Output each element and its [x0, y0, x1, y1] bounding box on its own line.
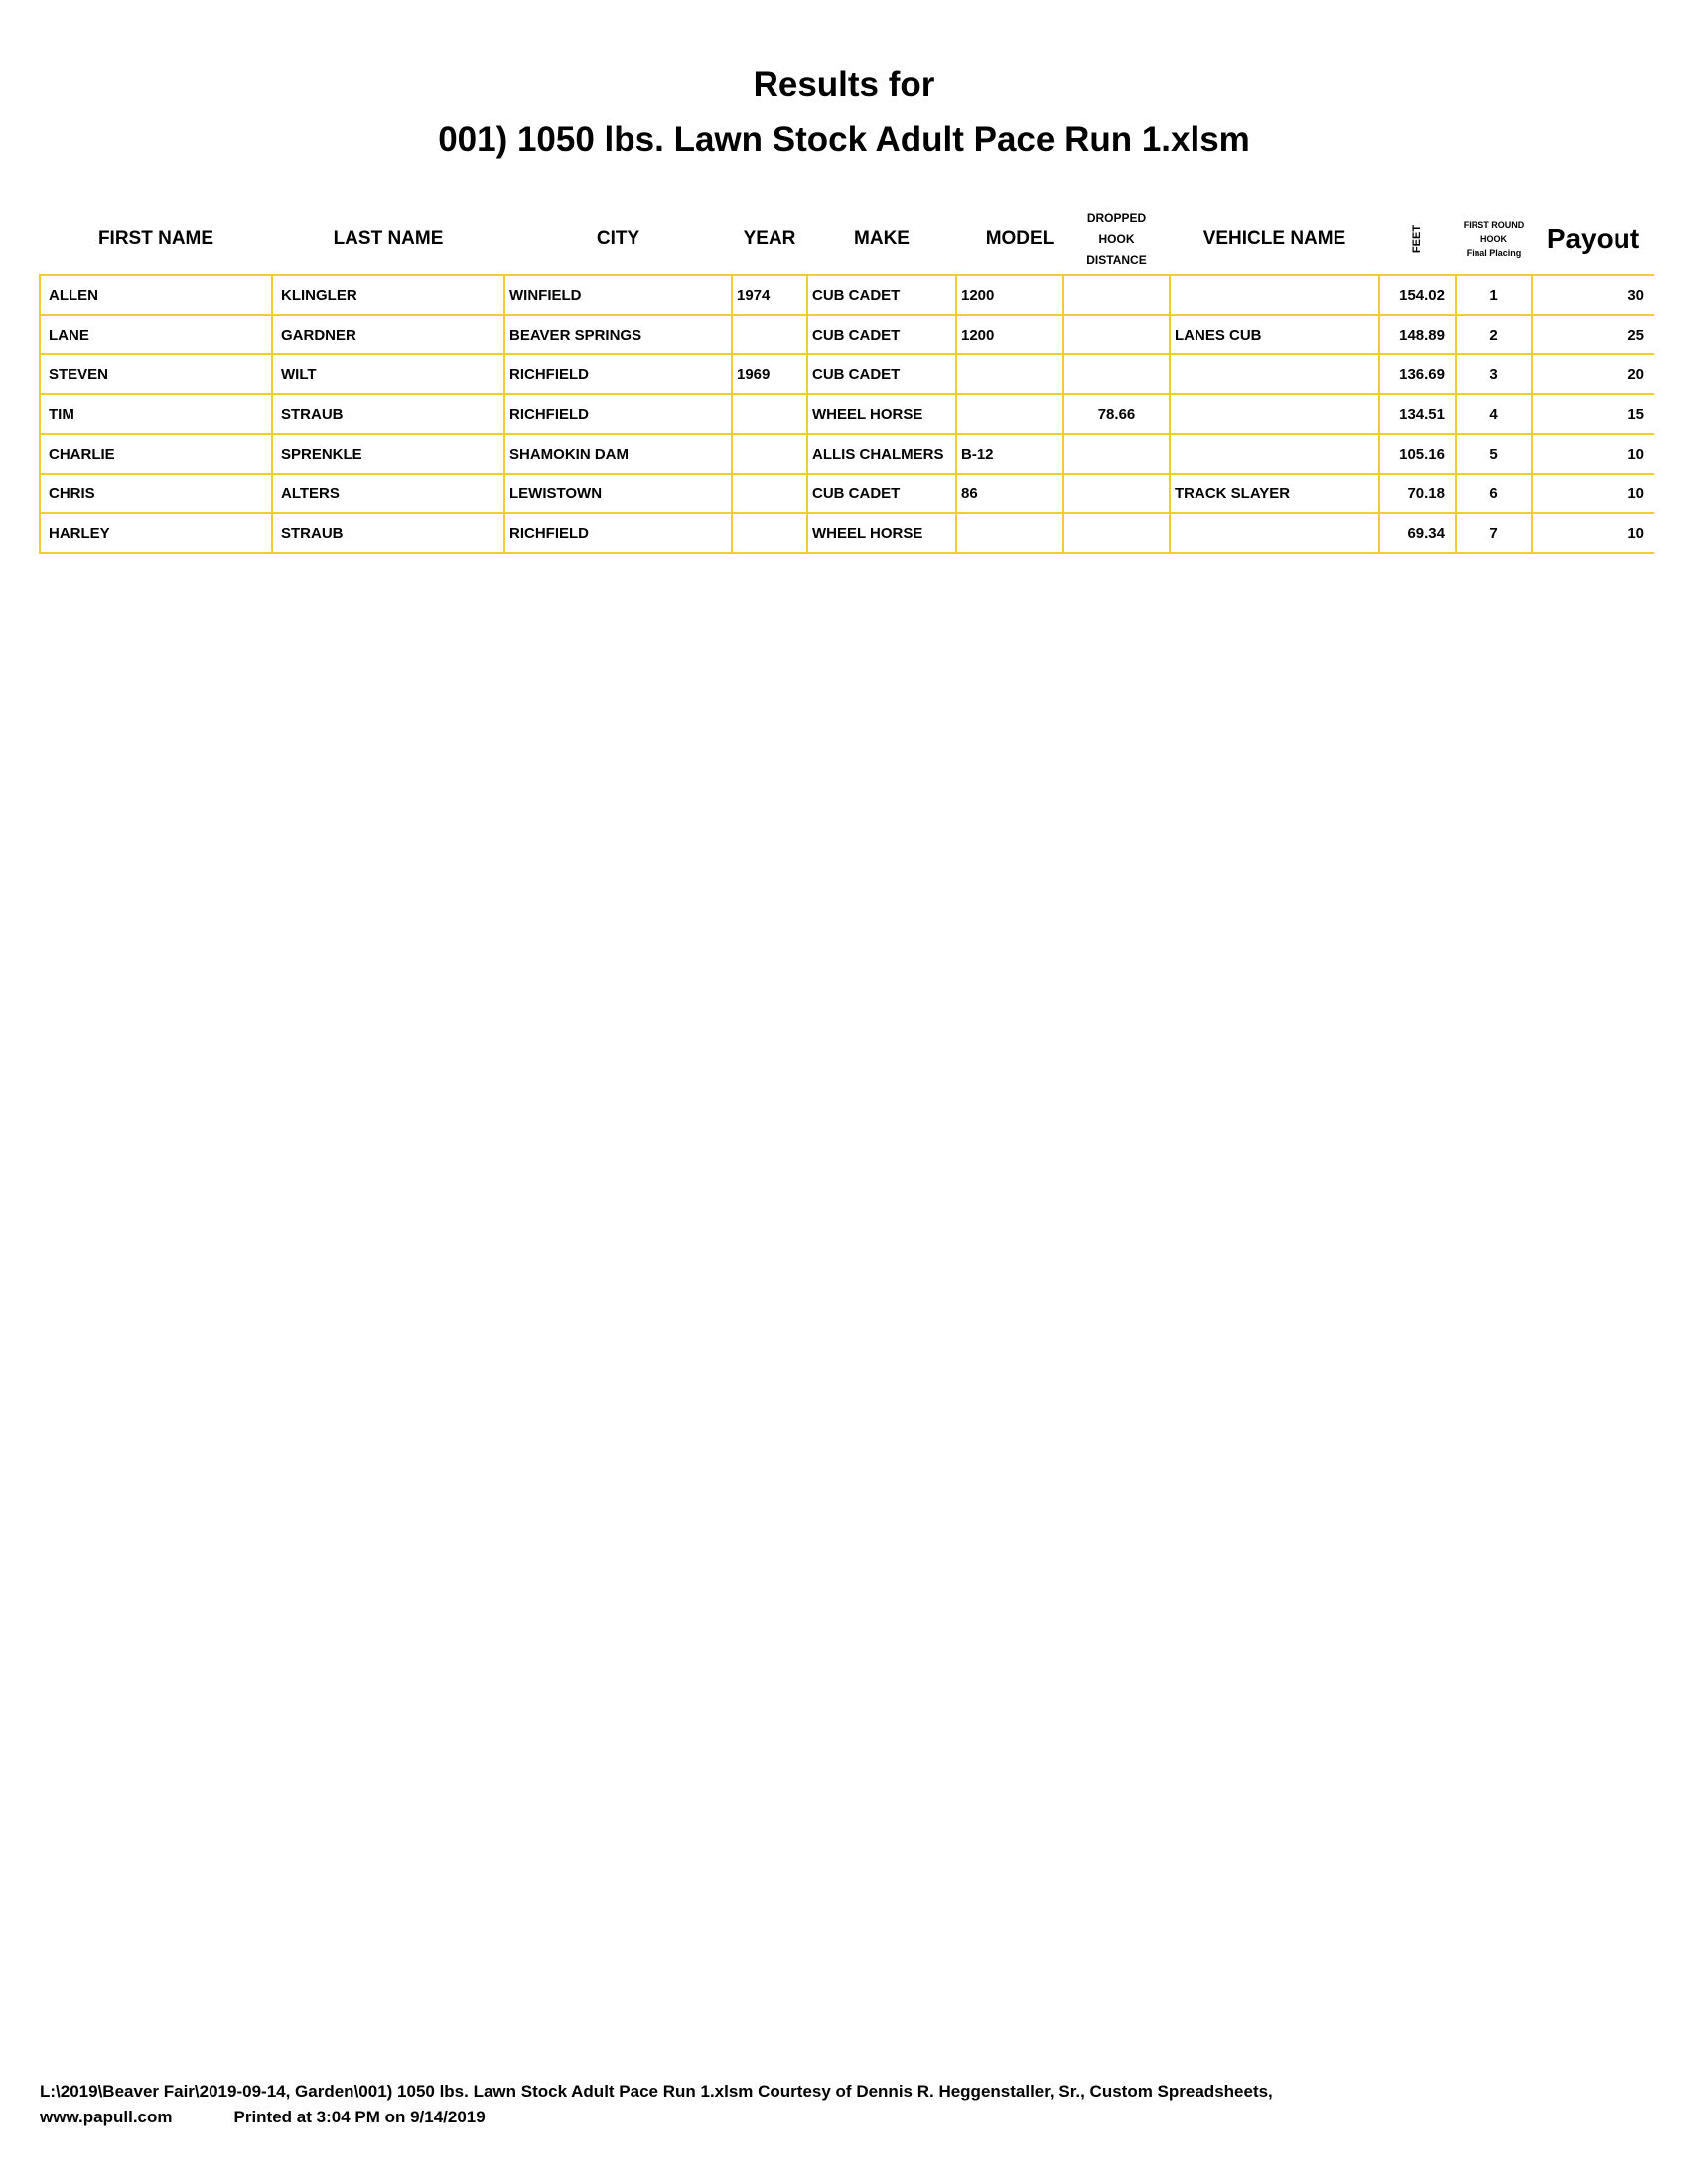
header-dropped-line3: DISTANCE: [1086, 252, 1147, 267]
cell-feet: 105.16: [1379, 434, 1456, 474]
table-row: [40, 315, 1654, 354]
cell-payout: 25: [1532, 315, 1654, 354]
cell-city: BEAVER SPRINGS: [504, 315, 732, 354]
cell-first-name: LANE: [40, 315, 272, 354]
cell-payout: 10: [1532, 434, 1654, 474]
header-year: YEAR: [743, 228, 796, 249]
cell-dropped-hook: [1063, 354, 1170, 394]
cell-dropped-hook: [1063, 474, 1170, 513]
cell-year: [732, 474, 807, 513]
header-first-name: FIRST NAME: [97, 228, 214, 249]
cell-feet: 69.34: [1379, 513, 1456, 553]
cell-last-name: KLINGLER: [272, 275, 504, 315]
cell-model: 1200: [956, 275, 1063, 315]
header-feet: [1379, 204, 1456, 275]
cell-make: CUB CADET: [807, 354, 956, 394]
header-last-name: LAST NAME: [333, 228, 444, 249]
cell-first-name: CHARLIE: [40, 434, 272, 474]
cell-placing: 2: [1456, 315, 1532, 354]
header-first-round-hook: [1456, 204, 1532, 275]
cell-vehicle-name: TRACK SLAYER: [1170, 474, 1379, 513]
cell-city: LEWISTOWN: [504, 474, 732, 513]
cell-city: SHAMOKIN DAM: [504, 434, 732, 474]
cell-model: B-12: [956, 434, 1063, 474]
cell-feet: 70.18: [1379, 474, 1456, 513]
cell-placing: 6: [1456, 474, 1532, 513]
cell-last-name: STRAUB: [272, 394, 504, 434]
cell-last-name: ALTERS: [272, 474, 504, 513]
cell-make: CUB CADET: [807, 474, 956, 513]
cell-dropped-hook: [1063, 275, 1170, 315]
page-title-line2: 001) 1050 lbs. Lawn Stock Adult Pace Run 1.xlsm: [438, 120, 1250, 159]
cell-payout: 20: [1532, 354, 1654, 394]
cell-first-name: HARLEY: [40, 513, 272, 553]
cell-first-name: CHRIS: [40, 474, 272, 513]
header-make: MAKE: [854, 228, 910, 249]
cell-year: [732, 394, 807, 434]
cell-city: RICHFIELD: [504, 513, 732, 553]
cell-vehicle-name: [1170, 513, 1379, 553]
cell-year: [732, 513, 807, 553]
cell-last-name: WILT: [272, 354, 504, 394]
cell-first-name: ALLEN: [40, 275, 272, 315]
header-city: CITY: [596, 228, 640, 249]
header-dropped-line2: HOOK: [1098, 231, 1135, 246]
results-table: [39, 274, 1654, 554]
cell-model: [956, 513, 1063, 553]
cell-vehicle-name: [1170, 394, 1379, 434]
cell-payout: 30: [1532, 275, 1654, 315]
cell-payout: 15: [1532, 394, 1654, 434]
cell-city: WINFIELD: [504, 275, 732, 315]
page-title-line1: Results for: [753, 66, 935, 104]
header-first-round-line1: FIRST ROUND: [1463, 220, 1525, 230]
table-row: [40, 434, 1654, 474]
cell-placing: 3: [1456, 354, 1532, 394]
cell-feet: 154.02: [1379, 275, 1456, 315]
header-first-round-line3: Final Placing: [1466, 248, 1522, 258]
cell-payout: 10: [1532, 513, 1654, 553]
cell-vehicle-name: LANES CUB: [1170, 315, 1379, 354]
cell-make: ALLIS CHALMERS: [807, 434, 956, 474]
table-row: [40, 275, 1654, 315]
cell-placing: 5: [1456, 434, 1532, 474]
header-feet-label: FEET: [1411, 224, 1424, 254]
cell-make: CUB CADET: [807, 315, 956, 354]
header-model: MODEL: [985, 228, 1055, 249]
header-first-round-line2: HOOK: [1480, 234, 1507, 244]
cell-feet: 148.89: [1379, 315, 1456, 354]
footer-line2: [40, 2105, 1273, 2130]
cell-vehicle-name: [1170, 354, 1379, 394]
footer-printed-time: Printed at 3:04 PM on 9/14/2019: [233, 2108, 486, 2126]
header-vehicle-name: VEHICLE NAME: [1202, 228, 1346, 249]
footer-file-path: L:\2019\Beaver Fair\2019-09-14, Garden\001) 1050 lbs. Lawn Stock Adult Pace Run 1.xlsm Courtesy of Dennis R. Heggenstaller, Sr., Custom Spreadsheets,: [40, 2082, 1273, 2101]
cell-dropped-hook: [1063, 434, 1170, 474]
cell-city: RICHFIELD: [504, 394, 732, 434]
table-header: [40, 204, 1654, 275]
table-row: [40, 513, 1654, 553]
footer: [40, 2079, 1273, 2130]
cell-placing: 1: [1456, 275, 1532, 315]
cell-last-name: SPRENKLE: [272, 434, 504, 474]
cell-year: [732, 434, 807, 474]
cell-model: 86: [956, 474, 1063, 513]
cell-feet: 136.69: [1379, 354, 1456, 394]
cell-year: 1969: [732, 354, 807, 394]
cell-make: WHEEL HORSE: [807, 394, 956, 434]
cell-make: WHEEL HORSE: [807, 513, 956, 553]
cell-year: 1974: [732, 275, 807, 315]
cell-dropped-hook: [1063, 315, 1170, 354]
cell-feet: 134.51: [1379, 394, 1456, 434]
cell-first-name: STEVEN: [40, 354, 272, 394]
cell-last-name: STRAUB: [272, 513, 504, 553]
cell-dropped-hook: 78.66: [1063, 394, 1170, 434]
header-dropped-line1: DROPPED: [1086, 210, 1147, 225]
cell-last-name: GARDNER: [272, 315, 504, 354]
cell-placing: 4: [1456, 394, 1532, 434]
cell-first-name: TIM: [40, 394, 272, 434]
cell-payout: 10: [1532, 474, 1654, 513]
cell-placing: 7: [1456, 513, 1532, 553]
results-body: [40, 275, 1654, 553]
footer-website: www.papull.com: [40, 2108, 173, 2126]
table-row: [40, 394, 1654, 434]
cell-dropped-hook: [1063, 513, 1170, 553]
table-row: [40, 474, 1654, 513]
cell-model: [956, 394, 1063, 434]
cell-model: 1200: [956, 315, 1063, 354]
table-row: [40, 354, 1654, 394]
header-dropped-hook-distance: [1063, 204, 1170, 275]
header-payout: Payout: [1546, 223, 1640, 254]
cell-city: RICHFIELD: [504, 354, 732, 394]
cell-model: [956, 354, 1063, 394]
cell-vehicle-name: [1170, 275, 1379, 315]
cell-vehicle-name: [1170, 434, 1379, 474]
cell-make: CUB CADET: [807, 275, 956, 315]
cell-year: [732, 315, 807, 354]
